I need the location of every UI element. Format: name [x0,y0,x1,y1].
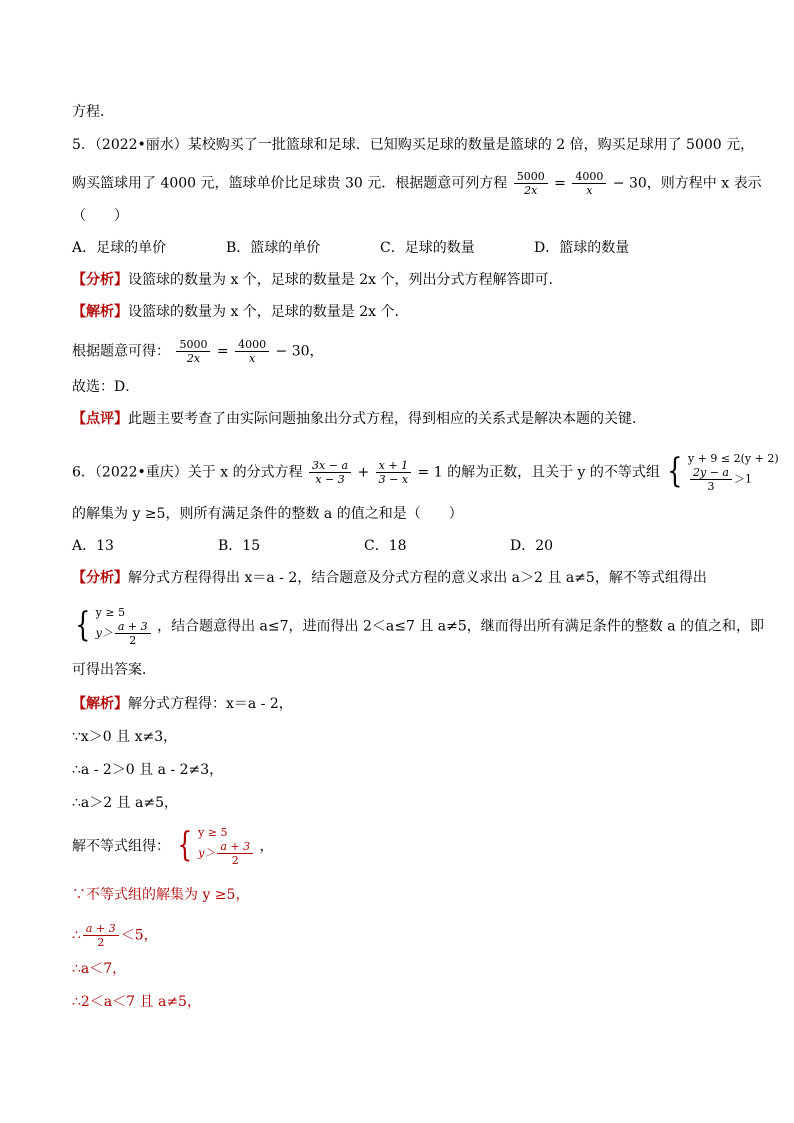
q5-fraction-1 [514,170,548,197]
q5-blank: （ ） [72,208,128,224]
q5-sol-equals: = [216,343,234,360]
q6-solve-ineq-tail: ， [259,838,274,855]
q6-solution-brace: { [177,825,193,865]
q6-analysis-tag: 【分析】 [72,570,128,586]
q6-analysis-sys-row1: y ≥ 5 [95,606,126,619]
q5-analysis-text: 设篮球的数量为 x 个，足球的数量是 2x 个，列出分式方程解答即可． [128,272,563,288]
q5-eq-tail: − 30，则方程中 x 表示 [612,175,762,192]
q6-line1-text-a: 6．（2022•重庆）关于 x 的分式方程 [72,464,303,481]
q6-solution-sys-num: a + 3 [217,840,253,854]
q5-sol-frac2-den: x [248,352,256,365]
q6-step5-pre: ∴ [72,927,81,944]
q6-solution-text: 解分式方程得：x＝a - 2， [128,696,293,712]
q6-fraction-2 [376,459,411,486]
q5-option-d: D．篮球的数量 [534,240,630,256]
q6-step5-tail: ＜5， [120,927,158,944]
q6-solve-ineq-text: 解不等式组得： [72,838,170,855]
q6-analysis-1 [72,568,707,588]
q5-frac1-den: 2x [524,184,538,197]
q5-line1: 5．（2022•丽水）某校购买了一批篮球和足球．已知购买足球的数量是篮球的 2 倍，购买足球用了 5000 元， [72,137,755,153]
q5-sol-fraction-2 [235,338,269,365]
q6-analysis-sys-fraction [115,620,151,647]
q6-analysis-sys-num: a + 3 [115,620,151,634]
q6-solve-ineq [72,826,274,867]
q5-solution-tag: 【解析】 [72,304,128,320]
q5-sol-frac2-num: 4000 [235,338,269,352]
q6-inequality-system [664,452,778,493]
q6-step6: ∴a＜7， [72,961,127,977]
q5-comment-tag: 【点评】 [72,411,128,427]
q6-step7: ∴2＜a＜7 且 a≠5， [72,994,201,1010]
q6-line1 [72,452,779,493]
q6-sys-gt: ＞1 [733,472,752,486]
q5-options [72,238,629,258]
q6-solution-system [174,826,255,867]
q5-frac2-den: x [586,184,593,197]
q6-option-b: B．15 [218,538,261,554]
q6-analysis-text-2: ，结合题意得出 a≤7，进而得出 2＜a≤7 且 a≠5，继而得出所有满足条件的整数 a 的值之和，即 [157,618,764,635]
q6-frac1-den: x − 3 [315,473,345,486]
q6-brace: { [667,451,683,491]
q5-sol-fraction-1 [176,338,210,365]
q6-line1-text-b: = 1 的解为正数，且关于 y 的不等式组 [417,464,660,481]
q5-by-meaning-text: 根据题意可得： [72,343,170,360]
top-text: 方程． [72,104,114,120]
q5-solution [72,302,409,322]
q6-step1: ∵x＞0 且 x≠3， [72,729,178,745]
q5-option-c: C．足球的数量 [380,240,475,256]
q6-analysis-3: 可得出答案． [72,662,156,678]
q6-solution-sys-lhs: y＞ [198,846,216,860]
q6-step5 [72,922,158,949]
q6-analysis-sys-lhs: y＞ [95,626,113,640]
q6-step3: ∴a＞2 且 a≠5， [72,795,179,811]
q6-sys-row1: y + 9 ≤ 2(y + 2) [688,452,779,465]
q6-analysis-sys-den: 2 [129,634,137,647]
q6-frac2-den: 3 − x [378,473,409,486]
q5-analysis-tag: 【分析】 [72,272,128,288]
q6-line2: 的解集为 y ≥5，则所有满足条件的整数 a 的值之和是（ ） [72,506,463,522]
q6-sys-num: 2y − a [690,466,732,480]
q6-frac2-num: x + 1 [376,459,411,473]
q6-analysis-2 [72,606,764,647]
q6-step5-fraction [83,922,119,949]
q5-equals: = [554,175,571,192]
q6-option-d: D．20 [510,538,554,554]
q6-solution [72,694,293,714]
q5-line2 [72,170,762,197]
q6-option-a: A．13 [72,538,114,554]
q5-analysis [72,270,563,290]
q5-choose: 故选：D． [72,379,140,395]
q5-sol-frac1-num: 5000 [176,338,210,352]
q6-sys-fraction [690,466,732,493]
q5-line2-text: 购买篮球用了 4000 元，篮球单价比足球贵 30 元．根据题意可列方程 [72,175,508,192]
q6-option-c: C．18 [364,538,407,554]
q6-analysis-text-1: 解分式方程得得出 x＝a - 2，结合题意及分式方程的意义求出 a＞2 且 a≠5，解不等式组得出 [128,570,707,586]
q5-by-meaning [72,338,324,365]
q6-analysis-brace: { [75,605,91,645]
q6-step5-den: 2 [97,936,105,949]
q5-comment-text: 此题主要考查了由实际问题抽象出分式方程，得到相应的关系式是解决本题的关键． [128,411,646,427]
q6-options [72,536,553,556]
q5-fraction-2 [572,170,606,197]
q5-sol-frac1-den: 2x [186,352,201,365]
q6-solution-tag: 【解析】 [72,696,128,712]
q5-frac1-num: 5000 [514,170,548,184]
q6-step4: ∵不等式组的解集为 y ≥5， [72,887,250,903]
q5-frac2-num: 4000 [572,170,606,184]
q6-fraction-1 [309,459,351,486]
q6-plus: + [357,464,374,481]
q6-solution-sys-den: 2 [231,854,239,867]
q5-sol-tail: − 30， [275,343,324,360]
q5-option-a: A．足球的单价 [72,240,167,256]
q5-option-b: B．篮球的单价 [226,240,321,256]
q6-frac1-num: 3x − a [309,459,351,473]
q6-solution-sys-row1: y ≥ 5 [198,826,228,839]
q6-solution-sys-fraction [217,840,253,867]
q5-solution-text: 设篮球的数量为 x 个，足球的数量是 2x 个． [128,304,409,320]
q5-comment [72,409,646,429]
q6-step2: ∴a - 2＞0 且 a - 2≠3， [72,762,224,778]
q6-sys-den: 3 [707,480,715,493]
q6-step5-num: a + 3 [83,922,119,936]
q6-analysis-system [72,606,153,647]
